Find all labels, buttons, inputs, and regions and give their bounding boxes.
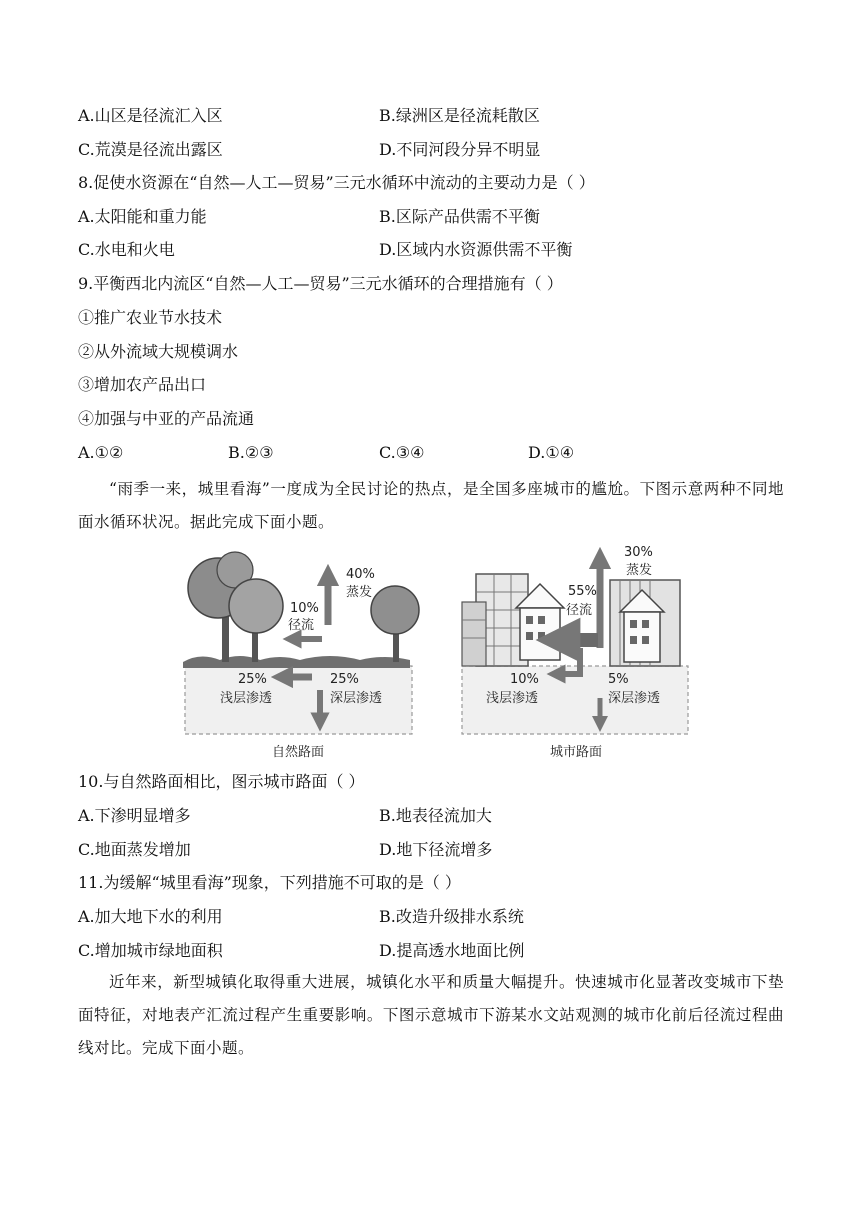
natural-deep-label: 深层渗透 [330, 691, 383, 706]
q9-option-d: D.①④ [528, 443, 575, 462]
q10-option-a: A.下渗明显增多 [78, 806, 191, 825]
natural-runoff-label: 径流 [288, 618, 315, 633]
urban-shallow-label: 浅层渗透 [486, 691, 539, 706]
natural-evap-pct: 40% [346, 567, 375, 582]
natural-evap-label: 蒸发 [346, 585, 373, 600]
q8-stem: 8.促使水资源在“自然—人工—贸易”三元水循环中流动的主要动力是（ ） [78, 173, 595, 192]
urban-caption: 城市路面 [550, 745, 603, 760]
q8-option-a: A.太阳能和重力能 [78, 207, 207, 226]
urban-runoff-label: 径流 [566, 603, 593, 618]
q8-option-d: D.区域内水资源供需不平衡 [379, 240, 573, 259]
urban-runoff-pct: 55% [568, 584, 597, 599]
q11-stem: 11.为缓解“城里看海”现象，下列措施不可取的是（ ） [78, 873, 461, 892]
q9-option-a: A.①② [78, 443, 124, 462]
water-cycle-figure [180, 540, 700, 762]
q11-option-b: B.改造升级排水系统 [379, 907, 524, 926]
q11-option-a: A.加大地下水的利用 [78, 907, 223, 926]
natural-shallow-pct: 25% [238, 672, 267, 687]
q7-option-d: D.不同河段分异不明显 [379, 140, 541, 159]
q11-option-c: C.增加城市绿地面积 [78, 941, 223, 960]
natural-shallow-label: 浅层渗透 [220, 691, 273, 706]
urban-evap-pct: 30% [624, 545, 653, 560]
building-icon [462, 602, 486, 666]
q9-option-b: B.②③ [228, 443, 274, 462]
q8-option-b: B.区际产品供需不平衡 [379, 207, 540, 226]
q11-option-d: D.提高透水地面比例 [379, 941, 525, 960]
natural-caption: 自然路面 [272, 745, 325, 760]
tree-icon [371, 586, 419, 662]
natural-surface-panel [183, 552, 419, 760]
q7-option-c: C.荒漠是径流出露区 [78, 140, 223, 159]
q9-item-3: ③增加农产品出口 [78, 375, 207, 394]
q9-option-c: C.③④ [379, 443, 425, 462]
urban-surface-panel [462, 545, 688, 760]
q9-item-1: ①推广农业节水技术 [78, 308, 223, 327]
q7-option-b: B.绿洲区是径流耗散区 [379, 106, 540, 125]
q10-option-d: D.地下径流增多 [379, 840, 493, 859]
intro-paragraph-1: “雨季一来，城里看海”一度成为全民讨论的热点，是全国多座城市的尴尬。下图示意两种不同地面水循环状况。据此完成下面小题。 [78, 480, 784, 531]
q9-item-2: ②从外流域大规模调水 [78, 342, 239, 361]
q8-option-c: C.水电和火电 [78, 240, 175, 259]
natural-runoff-pct: 10% [290, 601, 319, 616]
intro-paragraph-2: 近年来，新型城镇化取得重大进展，城镇化水平和质量大幅提升。快速城市化显著改变城市下垫面特征，对地表产汇流过程产生重要影响。下图示意城市下游某水文站观测的城市化前后径流过程曲线对比。完成下面小题。 [78, 973, 784, 1057]
q10-option-c: C.地面蒸发增加 [78, 840, 191, 859]
natural-deep-pct: 25% [330, 672, 359, 687]
urban-deep-label: 深层渗透 [608, 691, 661, 706]
urban-evap-label: 蒸发 [626, 563, 653, 578]
urban-shallow-pct: 10% [510, 672, 539, 687]
q7-option-a: A.山区是径流汇入区 [78, 106, 223, 125]
q10-option-b: B.地表径流加大 [379, 806, 492, 825]
urban-deep-pct: 5% [608, 672, 629, 687]
q9-item-4: ④加强与中亚的产品流通 [78, 409, 255, 428]
q9-stem: 9.平衡西北内流区“自然—人工—贸易”三元水循环的合理措施有（ ） [78, 274, 563, 293]
q10-stem: 10.与自然路面相比，图示城市路面（ ） [78, 772, 365, 791]
tree-icon [229, 579, 283, 662]
